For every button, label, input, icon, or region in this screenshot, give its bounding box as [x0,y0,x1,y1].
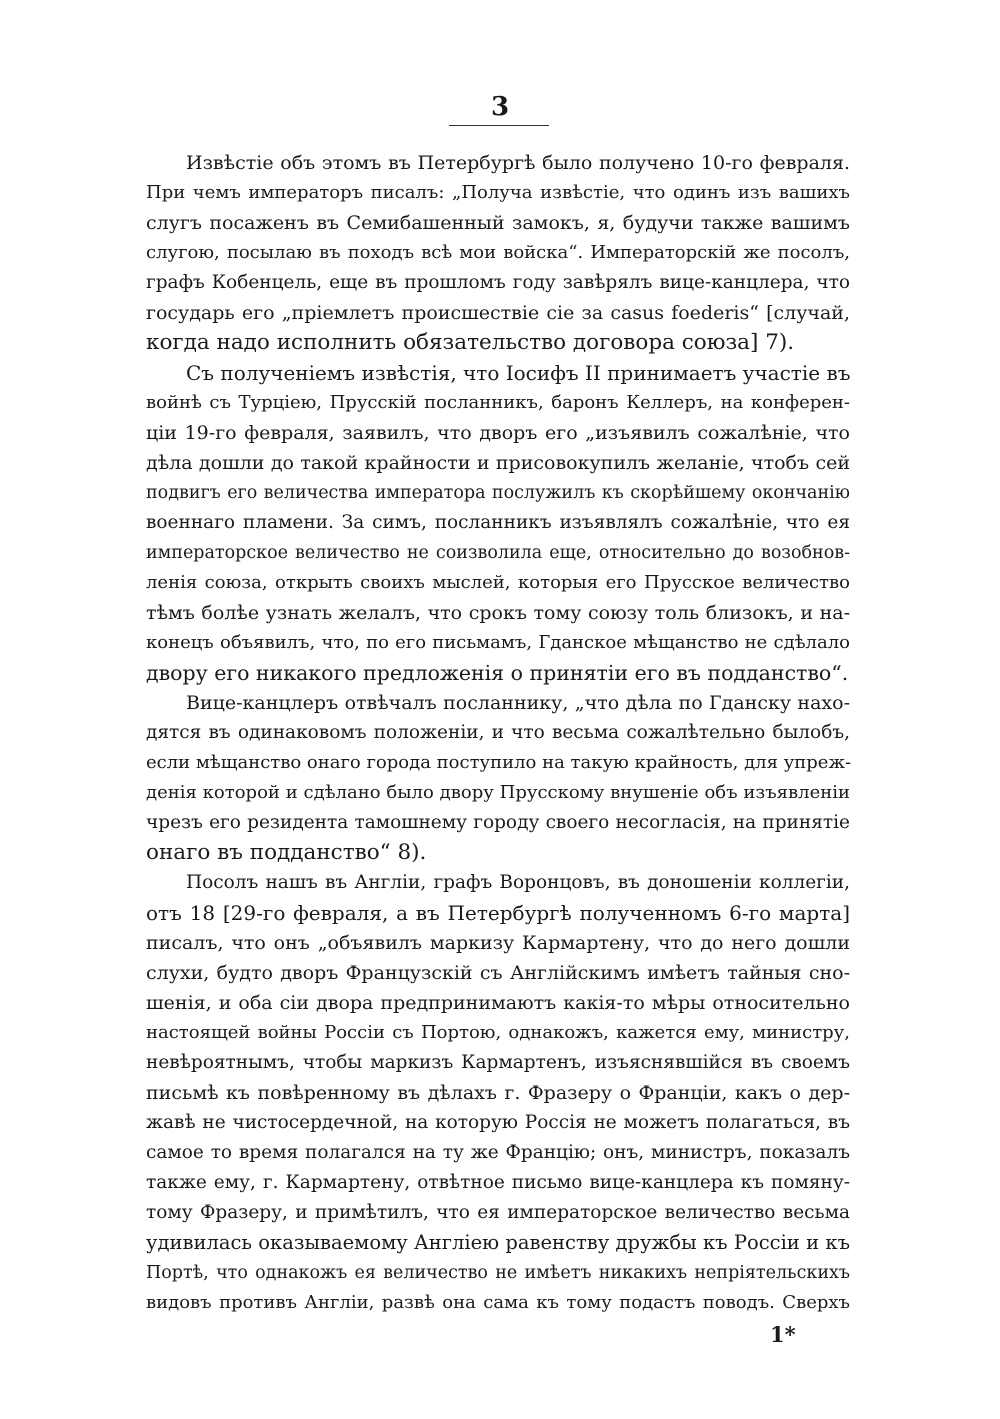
text-line: Посолъ нашъ въ Англіи, графъ Воронцовъ, въ доношеніи коллегіи, [186,872,850,893]
header-rule [449,125,549,126]
text-line: Съ полученіемъ извѣстія, что Іосифъ II принимаетъ участіе въ [186,361,851,385]
text-line: ленія союза, открыть своихъ мыслей, которыя его Прусское величество [146,572,850,593]
text-line: жавѣ не чистосердечной, на которую Россія не можетъ полагаться, въ [146,1112,850,1133]
text-line: удивилась оказываемому Англіею равенству дружбы къ Россіи и къ [146,1231,850,1254]
text-line: самое то время полагался на ту же Францію; онъ, министръ, показалъ [146,1142,850,1163]
text-line: видовъ противъ Англіи, развѣ она сама къ тому подастъ поводъ. Сверхъ [146,1292,850,1313]
text-line: императорское величество не соизволила еще, относительно до возобнов- [146,543,850,563]
text-line: если мѣщанство онаго города поступило на такую крайность, для упреж- [146,752,852,773]
page-number: 3 [490,92,510,122]
text-line: когда надо исполнить обязательство договора союза] 7). [146,330,795,355]
text-line: писалъ, что онъ „объявилъ маркизу Кармартену, что до него дошли [146,932,850,954]
text-line: дѣла дошли до такой крайности и присовокупилъ желаніе, чтобъ сей [146,452,850,474]
text-line: слугою, посылаю въ походъ всѣ мои войска“. Императорскій же посолъ, [146,242,850,263]
text-line: подвигъ его величества императора послужилъ къ скорѣйшему окончанію [146,483,850,503]
text-line: чрезъ его резидента тамошнему городу своего несогласія, на принятіе [146,812,850,833]
text-line: тому Фразеру, и примѣтилъ, что ея императорское величество весьма [146,1202,850,1223]
text-line: Извѣстіе объ этомъ въ Петербургѣ было получено 10-го февраля. [186,152,850,174]
text-line: Портѣ, что однакожъ ея величество не имѣетъ никакихъ непріятельскихъ [146,1263,850,1283]
text-line: Вице-канцлеръ отвѣчалъ посланнику, „что дѣла по Гданску нахо- [186,692,850,714]
text-line: тѣмъ болѣе узнать желалъ, что срокъ тому союзу толь близокъ, и на- [146,602,850,624]
text-line: военнаго пламени. За симъ, посланникъ изъявлялъ сожалѣніе, что ея [146,512,850,533]
text-line: отъ 18 [29-го февраля, а въ Петербургѣ полученномъ 6-го марта] [146,901,850,925]
text-line: письмѣ къ повѣренному въ дѣлахъ г. Фразеру о Франціи, какъ о дер- [146,1082,850,1104]
text-line: дятся въ одинаковомъ положеніи, и что весьма сожалѣтельно былобъ, [146,722,850,743]
text-line: При чемъ императоръ писалъ: „Получа извѣстіе, что одинъ изъ вашихъ [146,182,850,203]
text-line: государь его „пріемлетъ происшествіе сіе за casus foederis“ [случай, [146,302,850,324]
text-line: ціи 19-го февраля, заявилъ, что дворъ его „изъявилъ сожалѣніе, что [146,422,850,444]
text-line: конецъ объявилъ, что, по его письмамъ, Гданское мѣщанство не сдѣлало [146,632,850,653]
text-line: графъ Кобенцель, еще въ прошломъ году завѣрялъ вице-канцлера, что [146,272,850,293]
text-line: шенія, и оба сіи двора предпринимаютъ какія-то мѣры относительно [146,992,850,1014]
text-line: онаго въ подданство“ 8). [146,840,427,865]
text-line: также ему, г. Кармартену, отвѣтное письмо вице-канцлера къ помяну- [146,1172,850,1193]
signature-mark: 1* [770,1322,796,1347]
text-line: войнѣ съ Турціею, Прусскій посланникъ, баронъ Келлеръ, на конферен- [146,392,850,413]
text-line: слугъ посаженъ въ Семибашенный замокъ, я, будучи также вашимъ [146,212,850,234]
text-line: слухи, будто дворъ Французскій съ Англійскимъ имѣетъ тайныя сно- [146,962,850,984]
text-line: невѣроятнымъ, чтобы маркизъ Кармартенъ, изъяснявшійся въ своемъ [146,1052,850,1073]
text-line: двору его никакого предложенія о принятіи его въ подданство“. [146,661,849,685]
text-line: настоящей войны Россіи съ Портою, однакожъ, кажется ему, министру, [146,1022,850,1043]
text-line: денія которой и сдѣлано было двору Прусскому внушеніе объ изъявленіи [146,782,850,803]
